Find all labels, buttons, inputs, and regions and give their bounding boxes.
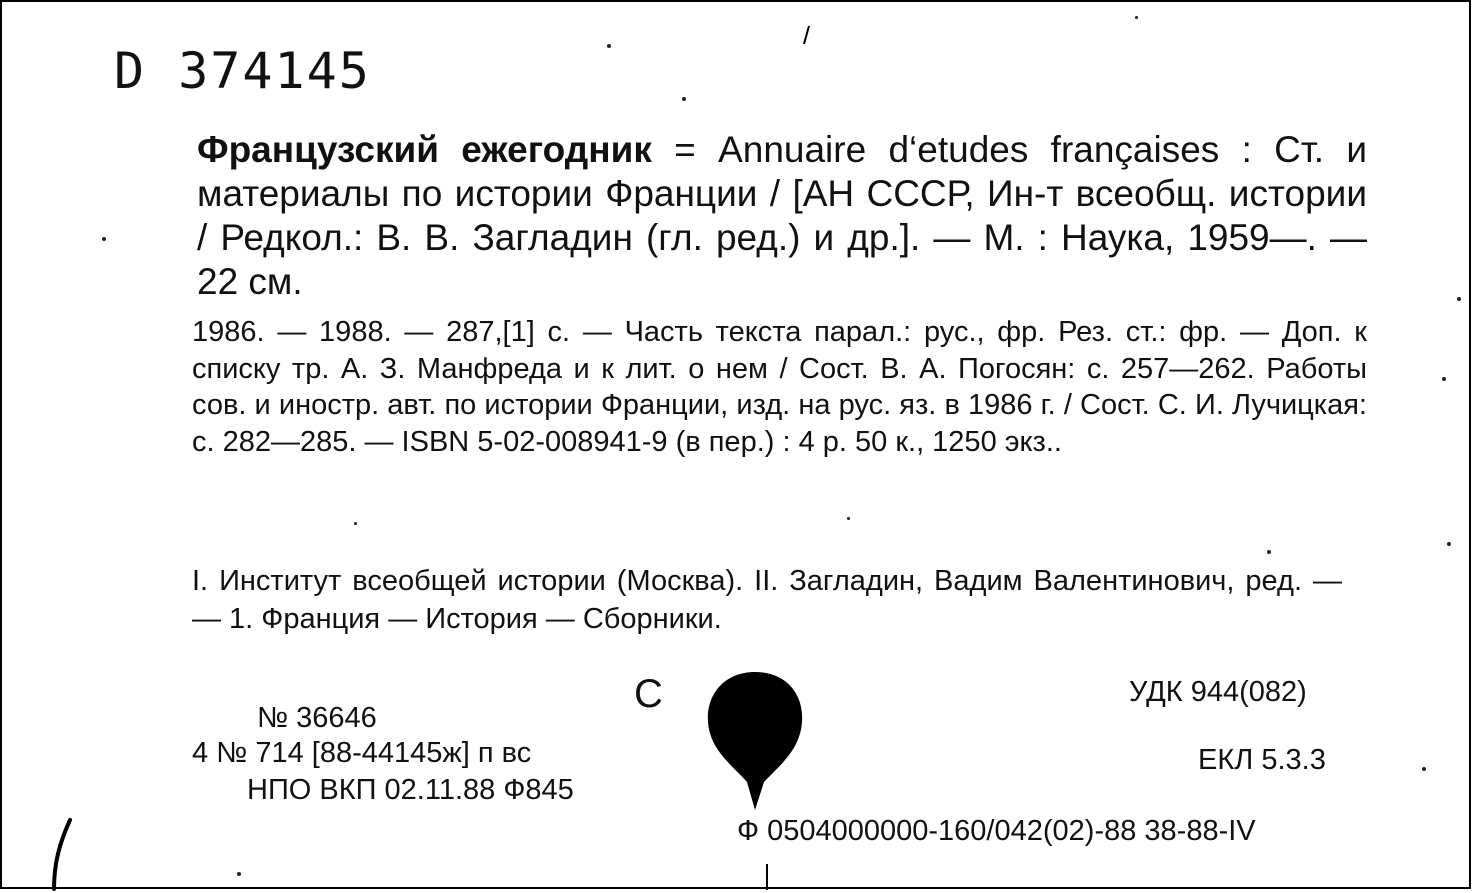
udc-code: УДК 944(082) <box>1129 676 1307 708</box>
publisher-line: НПО ВКП 02.11.88 Ф845 <box>247 774 574 806</box>
order-number: № 36646 <box>257 702 377 734</box>
punch-hole <box>702 670 812 820</box>
speck <box>1422 767 1426 771</box>
pencil-mark <box>42 817 82 892</box>
main-entry-rest: = Annuaire d‘etudes françaises : Ст. и материалы по истории Франции / [АН СССР, Ин-т всеобщ. истории / Редкол.: В. В. Загладин (гл. ред.) и др.]. — М. : Наука, 1959—. — 22 см. <box>197 129 1367 302</box>
title-bold: Французский ежегодник <box>197 129 652 170</box>
speck <box>682 97 686 101</box>
classification-code: Ф 0504000000-160/042(02)-88 38-88-IV <box>737 815 1256 847</box>
speck <box>1135 16 1138 19</box>
volume-note: 1986. — 1988. — 287,[1] с. — Часть текста парал.: рус., фр. Рез. ст.: фр. — Доп. к списку тр. А. З. Манфреда и к лит. о нем / Сост. В. А. Погосян: с. 257—262. Работы сов. и иностр. авт. по истории Франции, изд. на рус. яз. в 1986 г. / Сост. С. И. Лучицкая: с. 282—285. — ISBN 5-02-008941-9 (в пер.) : 4 р. 50 к., 1250 экз.. <box>192 316 1367 458</box>
speck <box>1447 542 1451 546</box>
letter-mark: С <box>634 672 663 716</box>
tracings: I. Институт всеобщей истории (Москва). II. Загладин, Вадим Валентинович, ред. — — 1. Франция — История — Сборники. <box>192 565 1342 635</box>
speck <box>1267 550 1271 554</box>
ekl-code: ЕКЛ 5.3.3 <box>1198 744 1326 776</box>
speck <box>607 44 611 48</box>
speck <box>237 872 241 876</box>
call-number: D 374145 <box>114 42 371 100</box>
speck <box>102 237 106 241</box>
pencil-tick-bottom <box>762 862 772 892</box>
order-line: 4 № 714 [88-44145ж] п вс <box>192 737 532 769</box>
speck <box>1442 377 1446 381</box>
speck <box>847 517 850 520</box>
speck <box>354 522 357 525</box>
main-entry <box>197 128 1367 304</box>
pencil-tick <box>800 24 812 46</box>
speck <box>1457 297 1461 301</box>
